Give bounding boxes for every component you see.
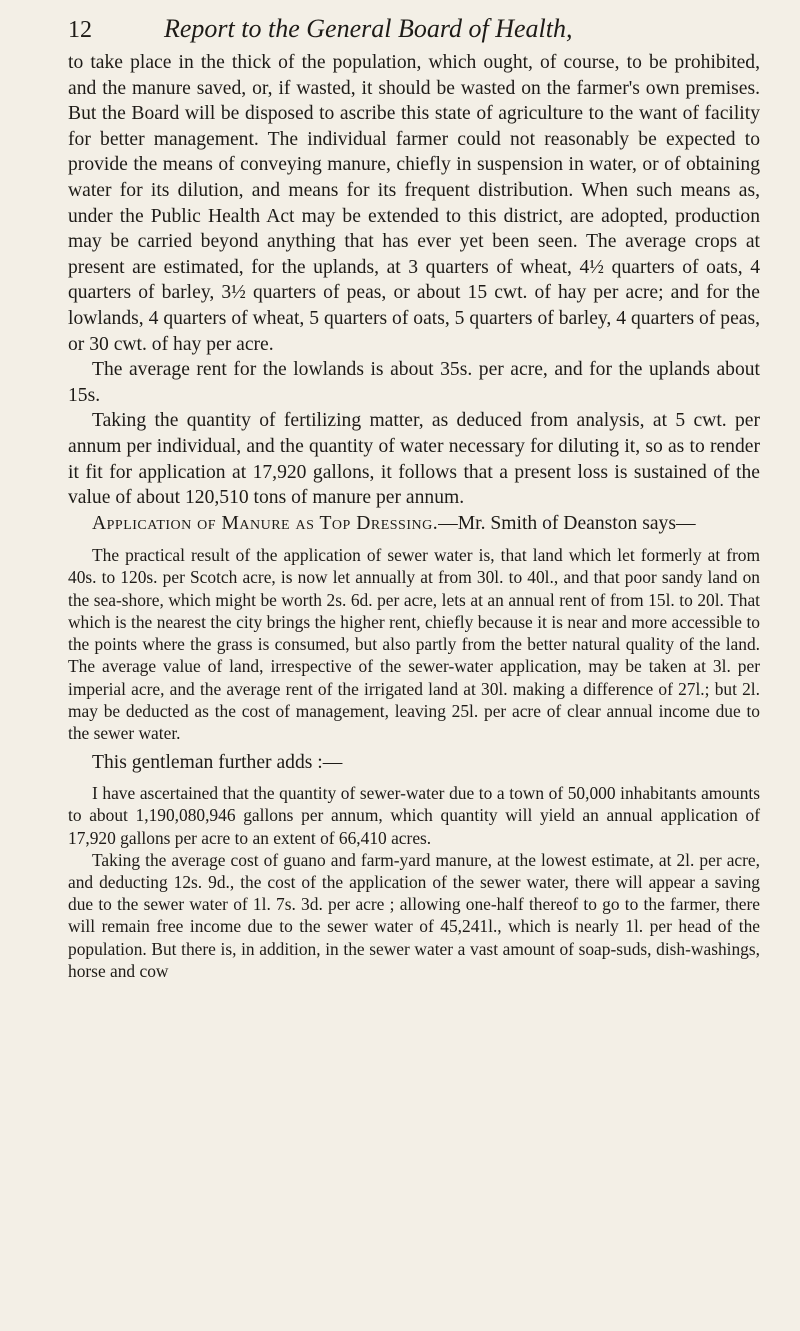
quote-paragraph: Taking the average cost of guano and farm-yard manure, at the lowest estimate, at 2l. per acre, and deducting 12s. 9d., the cost of the application of the sewer water, there will appear a saving due to the sewer water of 1l. 7s. 3d. per acre ; allowing one-half thereof to go to the farmer, there will remain free income due to the sewer water of 45,241l., which is nearly 1l. per head of the population. But there is, in addition, in the sewer water a vast amount of soap-suds, dish-washings, horse and cow (68, 849, 760, 981)
quotation-1 (68, 544, 760, 744)
paragraph-further-adds: This gentleman further adds :— (92, 752, 343, 774)
quotation-2 (68, 782, 760, 982)
paragraph-rent: The average rent for the lowlands is about 35s. per acre, and for the uplands about 15s. (68, 359, 760, 406)
running-title: Report to the General Board of Health, (164, 14, 573, 43)
quote-paragraph: The practical result of the application of sewer water is, that land which let formerly at from 40s. to 120s. per Scotch acre, is now let annually at from 30l. to 40l., and that poor sandy land on the sea-shore, which might be worth 2s. 6d. per acre, lets at an annual rent of from 15l. to 20l. That which is the nearest the city brings the higher rent, chiefly because it is near and more accessible to the points where the grass is consumed, but also partly from the better natural quality of the land. The average value of land, irrespective of the sewer-water application, may be taken at 3l. per imperial acre, and the average rent of the irrigated land at 30l. making a difference of 27l.; but 2l. may be deducted as the cost of management, leaving 25l. per acre of clear annual income due to the sewer water. (68, 545, 760, 743)
quote-paragraph: I have ascertained that the quantity of sewer-water due to a town of 50,000 inhabitants amounts to about 1,190,080,946 gallons per annum, which quantity will yield an annual application of 17,920 gallons per acre to an extent of 66,410 acres. (68, 783, 760, 848)
paragraph-application-heading (68, 511, 760, 537)
page-number: 12 (68, 17, 92, 43)
section-heading-text: —Mr. Smith of Deanston says— (438, 512, 696, 534)
main-text (68, 50, 760, 536)
running-head (68, 14, 760, 50)
section-heading: Application of Manure as Top Dressing. (92, 512, 439, 534)
paragraph-fertilizing-matter: Taking the quantity of fertilizing matter, as deduced from analysis, at 5 cwt. per annum per individual, and the quantity of water necessary for diluting it, so as to render it fit for application at 17,920 gallons, it follows that a present loss is sustained of the value of about 120,510 tons of manure per annum. (68, 410, 760, 509)
paragraph-continuation: to take place in the thick of the population, which ought, of course, to be prohibited, and the manure saved, or, if wasted, it should be wasted on the farmer's own premises. But the Board will be disposed to ascribe this state of agriculture to the want of facility for better management. The individual farmer could not reasonably be expected to provide the means of conveying manure, chiefly in suspension in water, or of obtaining water for its dilution, and means for its frequent distribution. When such means as, under the Public Health Act may be extended to this district, are adopted, production may be carried beyond anything that has ever yet been seen. The average crops at present are estimated, for the uplands, at 3 quarters of wheat, 4½ quarters of oats, 4 quarters of barley, 3½ quarters of peas, or about 15 cwt. of hay per acre; and for the lowlands, 4 quarters of wheat, 5 quarters of oats, 5 quarters of barley, 4 quarters of peas, or 30 cwt. of hay per acre. (68, 52, 760, 355)
